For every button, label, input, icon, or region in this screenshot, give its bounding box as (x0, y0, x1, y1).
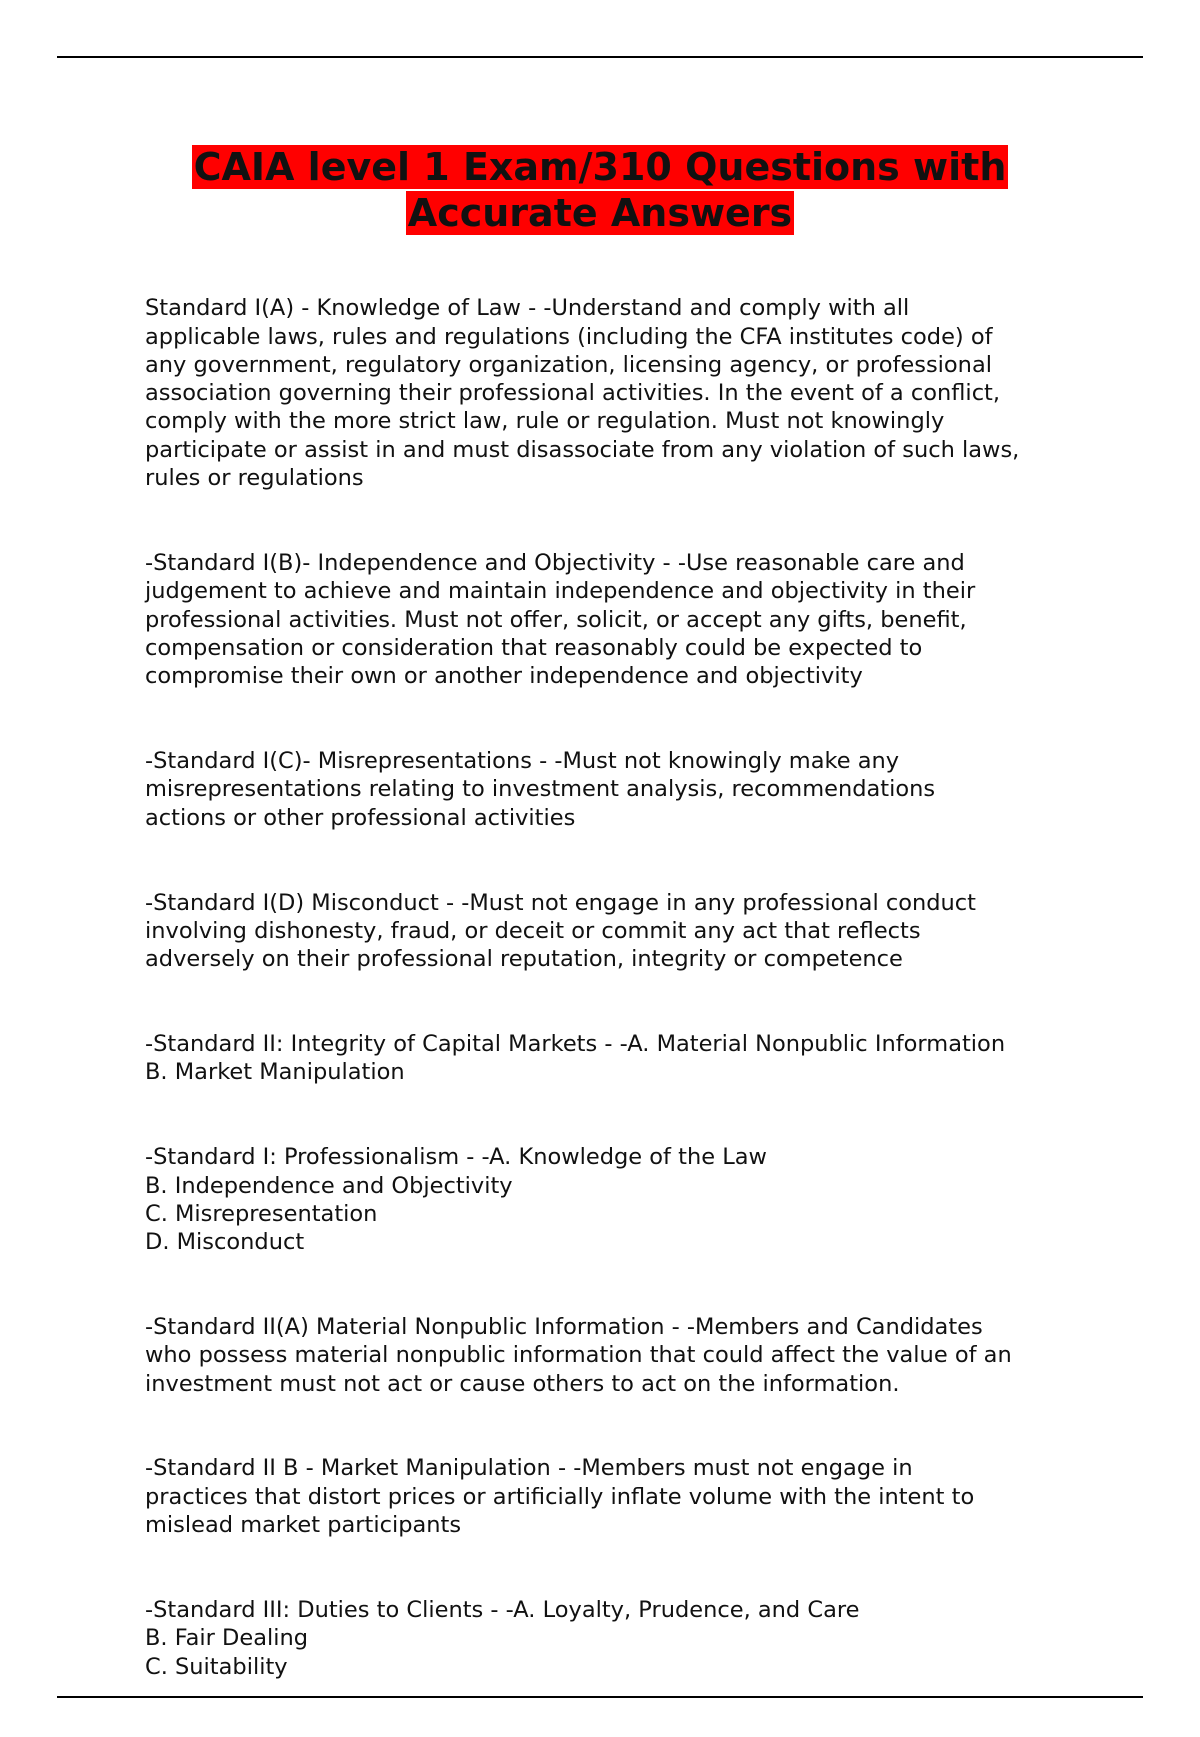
document-title (100, 144, 1100, 236)
qa-entry: -Standard I: Professionalism - -A. Knowledge of the Law B. Independence and Objectivity C. Misrepresentation D. Misconduct (145, 1144, 767, 1256)
qa-entry: -Standard II: Integrity of Capital Markets - -A. Material Nonpublic Information B. Market Manipulation (145, 1031, 1006, 1086)
qa-entry: -Standard II(A) Material Nonpublic Information - -Members and Candidates who possess material nonpublic information that could affect the value of an investment must not act or cause others to act on the information. (145, 1313, 1012, 1397)
qa-entry: -Standard I(B)- Independence and Objectivity - -Use reasonable care and judgement to achieve and maintain independence and objectivity in their professional activities. Must not offer, solicit, or accept any gifts, benefit, compensation or consideration that reasonably could be expected to compromise their own or another independence and objectivity (145, 549, 976, 690)
title-line-1: CAIA level 1 Exam/310 Questions with (193, 145, 1007, 189)
document-body (145, 266, 1095, 1737)
qa-entry: -Standard III: Duties to Clients - -A. Loyalty, Prudence, and Care B. Fair Dealing C. Suitability (145, 1596, 860, 1680)
qa-entry: Standard I(A) - Knowledge of Law - -Understand and comply with all applicable laws, rules and regulations (including the CFA institutes code) of any government, regulatory organization, licensing agency, or professional association governing their professional activities. In the event of a conflict, comply with the more strict law, rule or regulation. Must not knowingly participate or assist in and must disassociate from any violation of such laws, rules or regulations (145, 295, 1020, 492)
qa-entry: -Standard I(D) Misconduct - -Must not engage in any professional conduct involving dishonesty, fraud, or deceit or commit any act that reflects adversely on their professional reputation, integrity or competence (145, 889, 976, 973)
qa-entry: -Standard I(C)- Misrepresentations - -Must not knowingly make any misrepresentations relating to investment analysis, recommendations actions or other professional activities (145, 748, 936, 831)
footer-rule (57, 1696, 1143, 1698)
qa-entry: -Standard II B - Market Manipulation - -Members must not engage in practices that distort prices or artificially inflate volume with the intent to mislead market participants (145, 1455, 975, 1539)
header-rule (57, 56, 1143, 58)
title-line-2: Accurate Answers (407, 191, 793, 235)
